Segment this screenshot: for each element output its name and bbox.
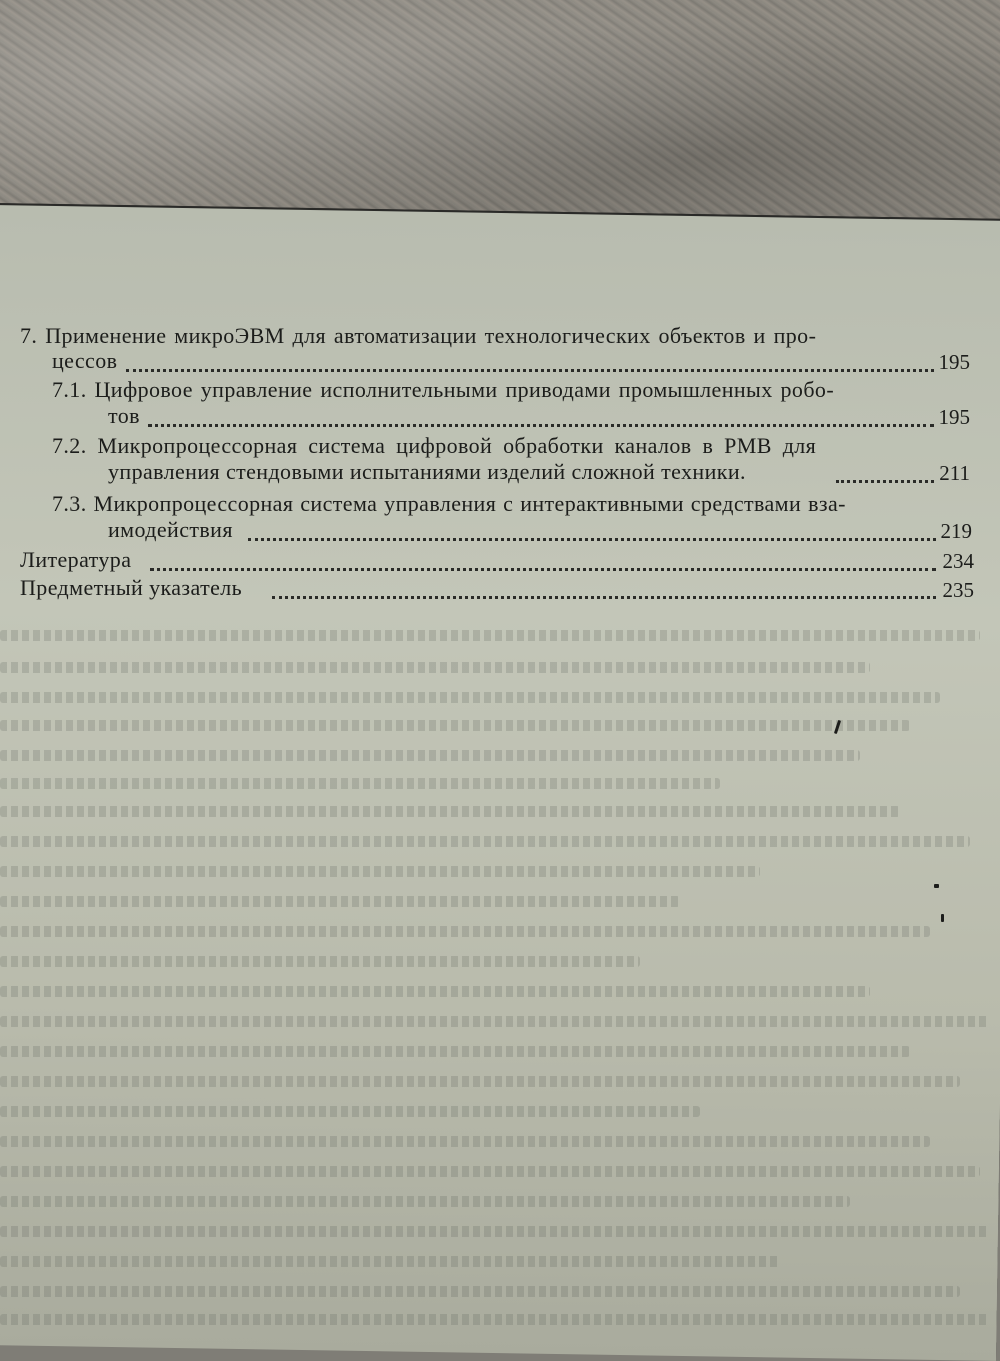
toc-entry-7-3-line2: имодействия (108, 517, 233, 542)
ink-speck (834, 720, 841, 734)
toc-entry-7-3-line1: 7.3. Микропроцессорная система управления с интерактивными средствами вза- (52, 491, 846, 516)
toc-page-7-1: 195 (938, 405, 970, 429)
toc-entry-ch7-line1: 7. Применение микроЭВМ для автоматизации технологических объектов и про- (20, 323, 817, 348)
toc-entry-7-1-line1: 7.1. Цифровое управление исполнительными приводами промышленных робо- (52, 377, 835, 402)
toc-leader-7-3 (248, 538, 936, 541)
toc-leader-literature (150, 568, 936, 571)
toc-entry-ch7-line2: цессов (52, 348, 118, 373)
toc-page-7-3: 219 (940, 519, 972, 543)
toc-leader-7-1 (148, 424, 934, 427)
toc-page-ch7: 195 (938, 350, 970, 374)
toc-page-subject-index: 235 (942, 578, 974, 602)
toc-entry-7-1-line2: тов (108, 403, 140, 428)
toc-entry-7-2-line1: 7.2. Микропроцессорная система цифровой обработки каналов в РМВ для (52, 433, 817, 458)
toc-entry-literature: Литература (20, 547, 132, 572)
toc-entry-subject-index: Предметный указатель (20, 575, 243, 600)
toc-leader-subject-index (272, 596, 936, 599)
ink-speck (934, 884, 939, 888)
ink-speck (941, 914, 944, 922)
toc-leader-ch7 (126, 369, 934, 372)
toc-page-7-2: 211 (939, 461, 970, 485)
toc-page-literature: 234 (942, 549, 974, 573)
toc-entry-7-2-line2: управления стендовыми испытаниями изделий сложной техники. (108, 459, 746, 484)
